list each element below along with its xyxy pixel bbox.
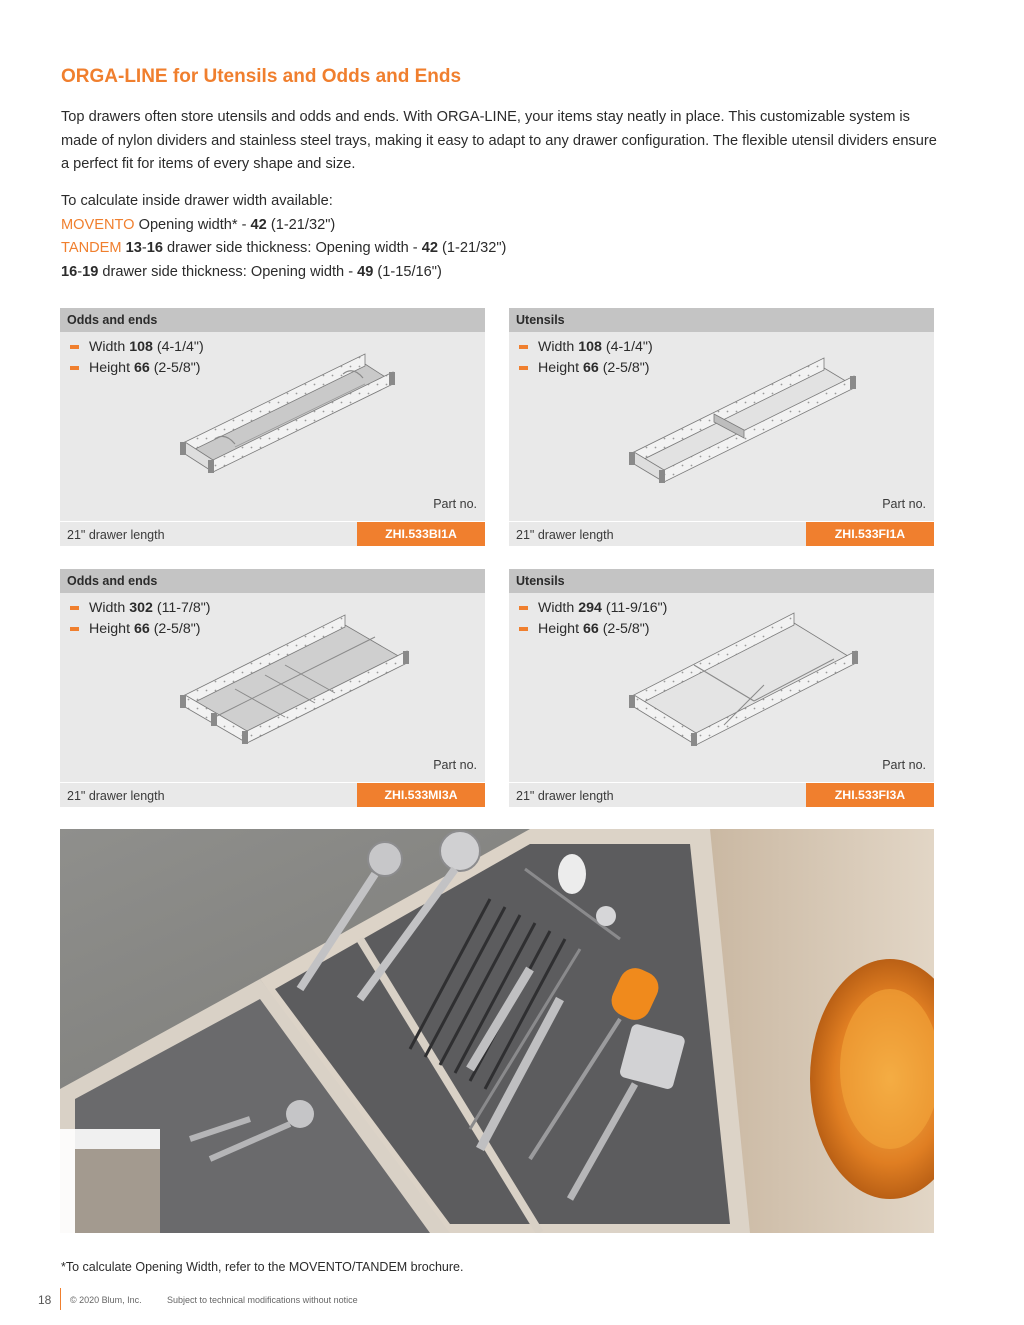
bullet-icon [70,345,79,349]
height-spec: Height 66 (2-5/8") [519,619,667,640]
width-spec: Width 302 (11-7/8") [70,598,211,619]
copyright: © 2020 Blum, Inc. [70,1295,142,1305]
product-card-utensils-narrow [509,308,934,546]
bullet-icon [519,345,528,349]
drawer-insert-photo [60,829,934,1233]
footnote: *To calculate Opening Width, refer to the MOVENTO/TANDEM brochure. [61,1260,464,1274]
page-number: 18 [38,1293,52,1307]
drawer-length: 21" drawer length [67,789,165,803]
drawer-odds-narrow-illustration [175,344,415,506]
card-footer [60,782,485,808]
intro-paragraph: Top drawers often store utensils and odds and ends. With ORGA-LINE, your items stay neatly in place. This customizable system is made of nylon dividers and stainless steel trays, making it easy to adapt to any drawer configuration. The flexible utensil dividers ensure a perfect fit for items of every shape and size. [61,109,937,172]
height-spec: Height 66 (2-5/8") [519,358,653,379]
card-header: Utensils [509,308,934,332]
width-spec: Width 108 (4-1/4") [70,337,204,358]
drawer-length: 21" drawer length [516,528,614,542]
card-footer [509,782,934,808]
card-header: Utensils [509,569,934,593]
drawer-utensils-narrow-illustration [624,344,864,506]
drawer-utensils-wide-illustration [624,605,864,767]
bullet-icon [70,606,79,610]
part-number-badge: ZHI.533FI1A [806,522,934,546]
bullet-icon [519,627,528,631]
calc-tandem-line: TANDEM 13-16 drawer side thickness: Opening width - 42 (1-21/32") [61,240,507,256]
movento-brand: MOVENTO [61,216,135,233]
part-number-badge: ZHI.533MI3A [357,783,485,807]
disclaimer: Subject to technical modifications without notice [167,1295,358,1305]
tandem-brand: TANDEM [61,240,122,256]
product-card-odds-ends-wide [60,569,485,807]
part-number-badge: ZHI.533BI1A [357,522,485,546]
bullet-icon [70,627,79,631]
width-spec: Width 294 (11-9/16") [519,598,667,619]
page-title: ORGA-LINE for Utensils and Odds and Ends [61,66,462,87]
height-spec: Height 66 (2-5/8") [70,358,204,379]
height-spec: Height 66 (2-5/8") [70,619,211,640]
drawer-length: 21" drawer length [67,528,165,542]
card-header: Odds and ends [60,569,485,593]
card-footer [60,521,485,547]
part-number-badge: ZHI.533FI3A [806,783,934,807]
drawer-odds-wide-illustration [175,605,415,767]
calc-heading: To calculate inside drawer width available: [61,193,333,209]
part-no-label: Part no. [433,497,477,511]
drawer-length: 21" drawer length [516,789,614,803]
card-footer [509,521,934,547]
drawer-width-calculation [61,190,506,284]
bullet-icon [519,366,528,370]
width-spec: Width 108 (4-1/4") [519,337,653,358]
part-no-label: Part no. [882,758,926,772]
footer-divider [60,1288,61,1310]
calc-movento-line: MOVENTO Opening width* - 42 (1-21/32") [61,216,336,233]
bullet-icon [70,366,79,370]
part-no-label: Part no. [882,497,926,511]
product-card-odds-ends-narrow [60,308,485,546]
product-card-utensils-wide [509,569,934,807]
card-header: Odds and ends [60,308,485,332]
bullet-icon [519,606,528,610]
part-no-label: Part no. [433,758,477,772]
calc-tandem-thick-line: 16-19 drawer side thickness: Opening width - 49 (1-15/16") [61,263,442,280]
